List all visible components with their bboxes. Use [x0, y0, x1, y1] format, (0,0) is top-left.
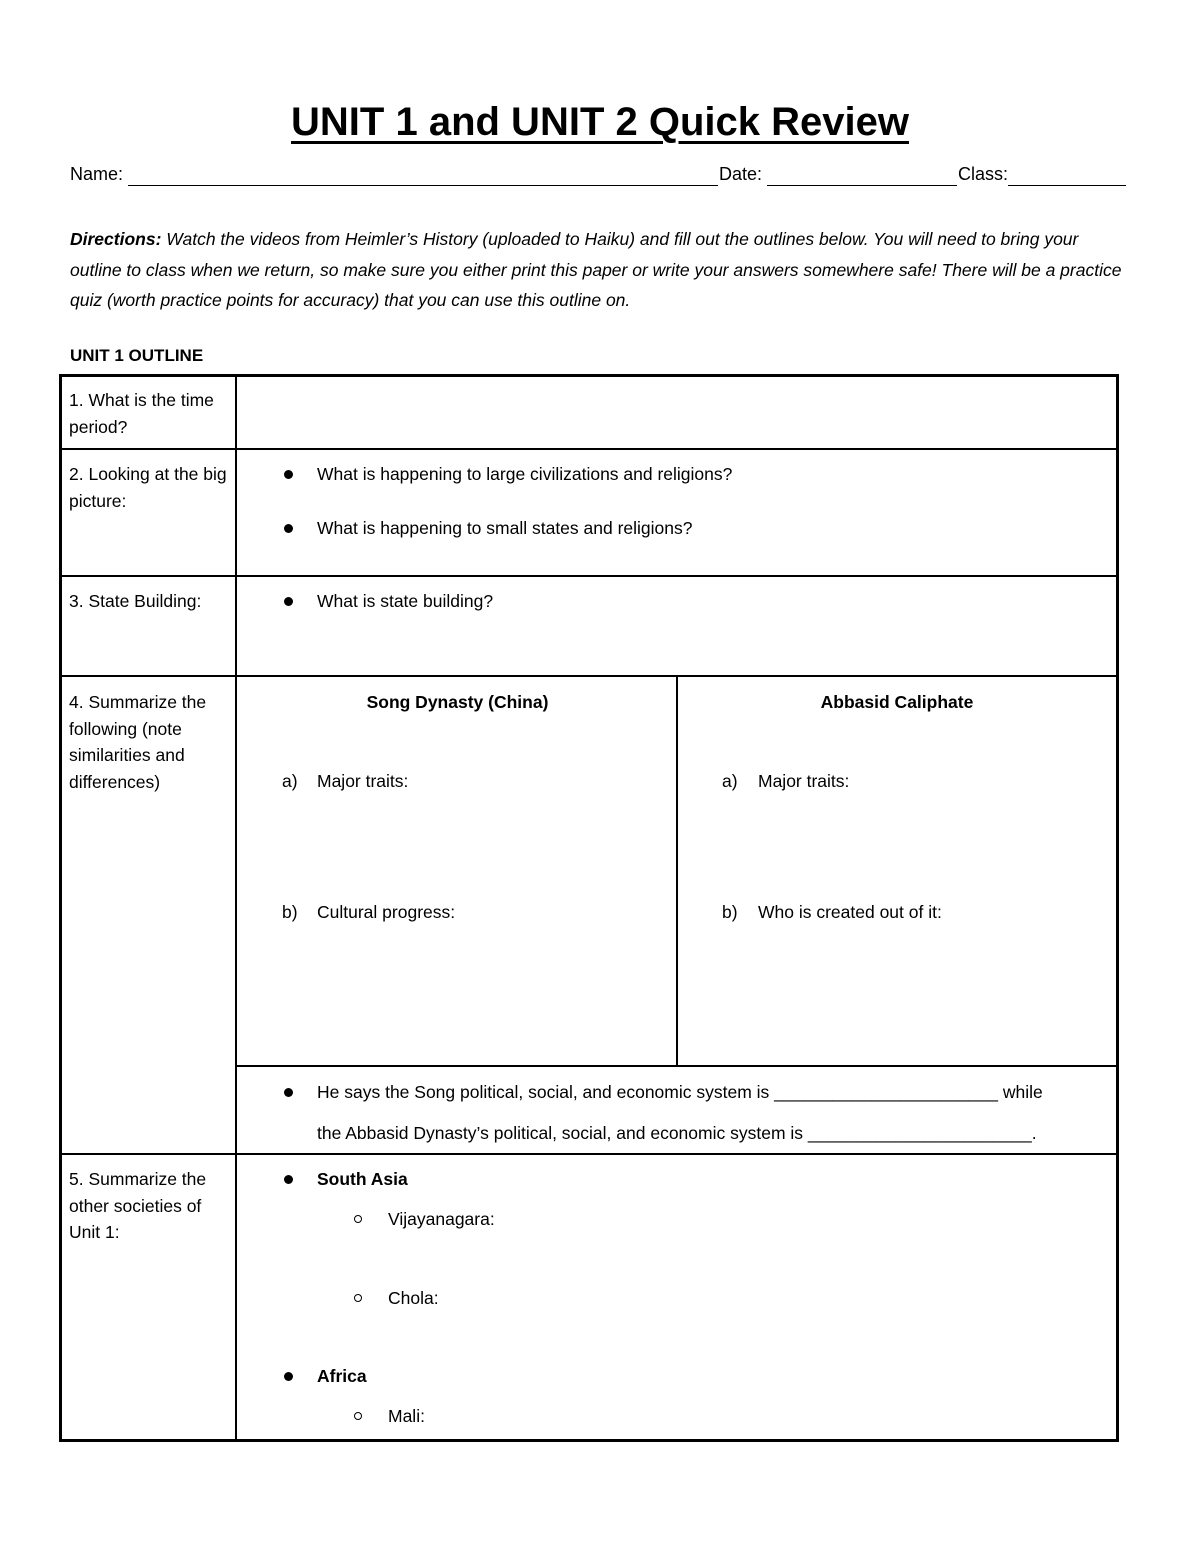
- bullet-icon: [284, 470, 293, 479]
- row-divider: [59, 448, 1119, 450]
- vijayanagara-item: Vijayanagara:: [388, 1209, 495, 1229]
- date-field[interactable]: [767, 185, 957, 186]
- abbasid-item-b-marker: b): [722, 902, 738, 922]
- row-3-label: 3. State Building:: [69, 591, 202, 611]
- bullet-icon: [284, 597, 293, 606]
- circle-bullet-icon: [354, 1412, 362, 1420]
- compare-statement-line-1: He says the Song political, social, and economic system is _______________________ while: [317, 1082, 1043, 1102]
- abbasid-major-traits: Major traits:: [758, 771, 850, 791]
- row-divider: [59, 575, 1119, 577]
- song-cultural-progress: Cultural progress:: [317, 902, 456, 922]
- class-label: Class:: [958, 164, 1009, 184]
- bullet-icon: [284, 1372, 293, 1381]
- abbasid-created-out-of-it: Who is created out of it:: [758, 902, 942, 922]
- row-2-bullet-2: What is happening to small states and religions?: [317, 518, 693, 538]
- date-label: Date:: [719, 164, 763, 184]
- page-title: UNIT 1 and UNIT 2 Quick Review: [291, 100, 909, 144]
- chola-item: Chola:: [388, 1288, 439, 1308]
- south-asia-heading: South Asia: [317, 1169, 408, 1189]
- table-border-right: [1116, 374, 1119, 1442]
- africa-heading: Africa: [317, 1366, 367, 1386]
- label-column-divider: [235, 374, 237, 1442]
- unit-1-outline-heading: UNIT 1 OUTLINE: [70, 346, 204, 365]
- table-border-top: [59, 374, 1119, 377]
- row-divider: [59, 1153, 1119, 1155]
- mali-item: Mali:: [388, 1406, 425, 1426]
- song-item-a-marker: a): [282, 771, 298, 791]
- table-border-left: [59, 374, 62, 1442]
- row-2-label: 2. Looking at the big picture:: [69, 464, 227, 511]
- compare-statement-line-2: the Abbasid Dynasty’s political, social, and economic system is _______________________.: [317, 1123, 1037, 1143]
- circle-bullet-icon: [354, 1215, 362, 1223]
- abbasid-caliphate-heading: Abbasid Caliphate: [820, 692, 974, 712]
- song-dynasty-heading: Song Dynasty (China): [366, 692, 549, 712]
- directions-text: Watch the videos from Heimler’s History (uploaded to Haiku) and fill out the outlines below. You will need to bring your outline to class when we return, so make sure you either print this paper or write your answers somewhere safe! There will be a practice quiz (worth practice points for accuracy) that you can use this outline on.: [70, 229, 1122, 310]
- unit-1-outline-table: [59, 374, 1119, 1442]
- row-2-bullet-1: What is happening to large civilizations and religions?: [317, 464, 733, 484]
- bullet-icon: [284, 1175, 293, 1184]
- class-field[interactable]: [1008, 185, 1126, 186]
- directions-paragraph: [70, 224, 1130, 316]
- song-major-traits: Major traits:: [317, 771, 409, 791]
- song-item-b-marker: b): [282, 902, 298, 922]
- bullet-icon: [284, 524, 293, 533]
- column-divider: [676, 675, 678, 1067]
- row-1-answer-cell[interactable]: [239, 379, 1109, 445]
- row-1-label: 1. What is the time period?: [69, 390, 214, 437]
- row-3-bullet-1: What is state building?: [317, 591, 494, 611]
- directions-label: Directions:: [70, 229, 162, 249]
- name-label: Name:: [70, 164, 124, 184]
- abbasid-item-a-marker: a): [722, 771, 738, 791]
- row-divider: [59, 675, 1119, 677]
- row-5-label: 5. Summarize the other societies of Unit 1:: [69, 1169, 207, 1242]
- bullet-icon: [284, 1088, 293, 1097]
- row-4-label: 4. Summarize the following (note similarities and differences): [69, 692, 207, 792]
- student-info-line: [70, 164, 1126, 192]
- circle-bullet-icon: [354, 1294, 362, 1302]
- table-border-bottom: [59, 1439, 1119, 1442]
- name-field[interactable]: [128, 185, 718, 186]
